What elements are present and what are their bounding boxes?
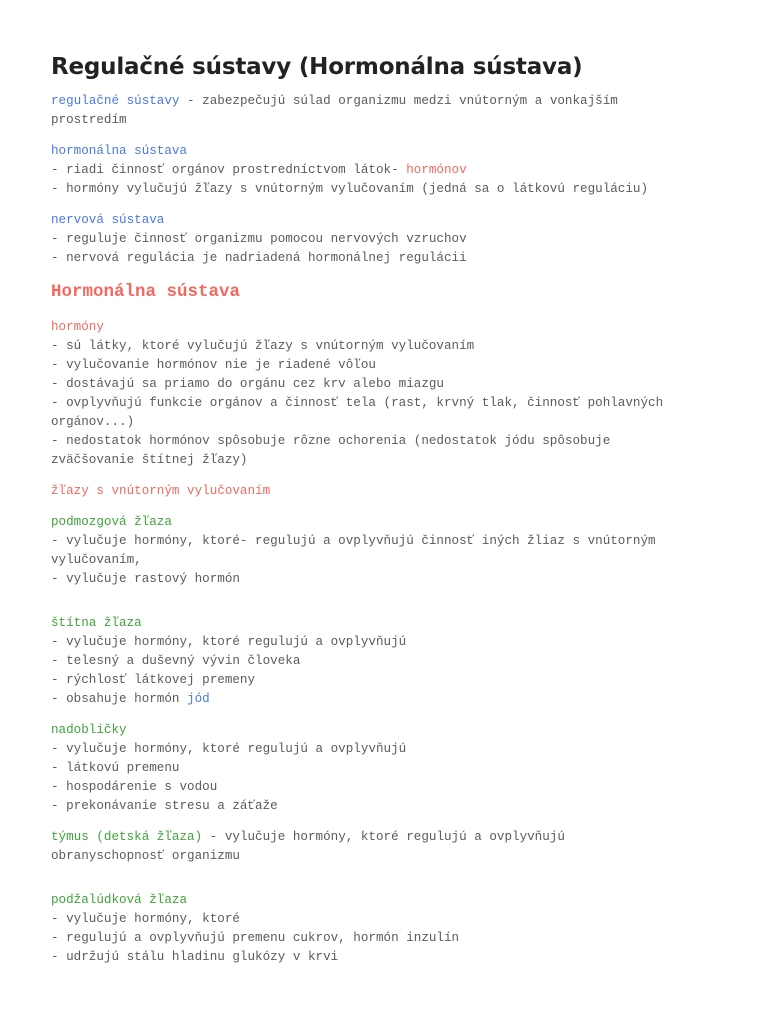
nervova-block	[51, 211, 731, 268]
nadoblicky-line: - hospodárenie s vodou	[51, 780, 218, 794]
tymus-line-1	[51, 828, 731, 847]
podzaludkova-line: - regulujú a ovplyvňujú premenu cukrov, hormón inzulín	[51, 931, 460, 945]
hormony-line: - nedostatok hormónov spôsobuje rôzne ochorenia (nedostatok jódu spôsobuje	[51, 434, 611, 448]
stitna-line: - vylučuje hormóny, ktoré regulujú a ovplyvňujú	[51, 635, 407, 649]
tymus-rest-1: - vylučuje hormóny, ktoré regulujú a ovplyvňujú	[202, 830, 565, 844]
page-title: Regulačné sústavy (Hormonálna sústava)	[51, 54, 583, 80]
hormonalna-line-1	[51, 161, 731, 180]
hormony-line: zväčšovanie štítnej žľazy)	[51, 453, 248, 467]
zlazy-heading: žľazy s vnútorným vylučovaním	[51, 484, 271, 498]
stitna-block	[51, 614, 731, 709]
nadoblicky-heading: nadobličky	[51, 723, 127, 737]
tymus-heading: týmus (detská žľaza)	[51, 830, 203, 844]
intro-rest-1: zabezpečujú súlad organizmu medzi vnútorným a vonkajším	[202, 94, 618, 108]
hormony-line: - sú látky, ktoré vylučujú žľazy s vnútorným vylučovaním	[51, 339, 475, 353]
section-title: Hormonálna sústava	[51, 282, 241, 302]
hormony-line: orgánov...)	[51, 415, 135, 429]
podzaludkova-heading: podžalúdková žľaza	[51, 893, 188, 907]
nervova-line-2: - nervová regulácia je nadriadená hormonálnej regulácii	[51, 251, 467, 265]
intro-rest-2: prostredím	[51, 113, 127, 127]
zlazy-block	[51, 482, 731, 501]
podmozgova-line: - vylučuje rastový hormón	[51, 572, 240, 586]
podmozgova-line: vylučovaním,	[51, 553, 142, 567]
stitna-highlight: jód	[187, 692, 210, 706]
nadoblicky-line: - látkovú premenu	[51, 761, 180, 775]
podzaludkova-line: - udržujú stálu hladinu glukózy v krvi	[51, 950, 339, 964]
stitna-line: - telesný a duševný vývin človeka	[51, 654, 301, 668]
tymus-rest-2: obranyschopnosť organizmu	[51, 849, 240, 863]
hormony-heading: hormóny	[51, 320, 104, 334]
document-page	[51, 50, 731, 979]
hormony-line: - dostávajú sa priamo do orgánu cez krv alebo miazgu	[51, 377, 444, 391]
podmozgova-line: - vylučuje hormóny, ktoré- regulujú a ovplyvňujú činnosť iných žliaz s vnútorným	[51, 534, 656, 548]
hormony-line: - ovplyvňujú funkcie orgánov a činnosť tela (rast, krvný tlak, činnosť pohlavných	[51, 396, 664, 410]
nervova-line-1: - reguluje činnosť organizmu pomocou nervových vzruchov	[51, 232, 467, 246]
hormonalna-heading: hormonálna sústava	[51, 144, 188, 158]
hormonalna-block	[51, 142, 731, 199]
nervova-heading: nervová sústava	[51, 213, 165, 227]
podzaludkova-block	[51, 891, 731, 967]
nadoblicky-line: - vylučuje hormóny, ktoré regulujú a ovplyvňujú	[51, 742, 407, 756]
hormony-block	[51, 318, 731, 470]
intro-block	[51, 92, 731, 130]
podzaludkova-line: - vylučuje hormóny, ktoré	[51, 912, 240, 926]
stitna-last-line	[51, 690, 731, 709]
podmozgova-heading: podmozgová žľaza	[51, 515, 172, 529]
hormonalna-highlight: hormónov	[406, 163, 467, 177]
hormony-line: - vylučovanie hormónov nie je riadené vôľou	[51, 358, 376, 372]
hormonalna-line-2: - hormóny vylučujú žľazy s vnútorným vylučovaním (jedná sa o látkovú reguláciu)	[51, 182, 649, 196]
nadoblicky-block	[51, 721, 731, 816]
intro-line-1	[51, 92, 731, 111]
nadoblicky-line: - prekonávanie stresu a záťaže	[51, 799, 278, 813]
hormonalna-line-1-prefix: - riadi činnosť orgánov prostredníctvom látok-	[51, 163, 407, 177]
stitna-last-prefix: - obsahuje hormón	[51, 692, 188, 706]
intro-sep: -	[179, 94, 203, 108]
podmozgova-block	[51, 513, 731, 589]
tymus-block	[51, 828, 731, 866]
stitna-line: - rýchlosť látkovej premeny	[51, 673, 256, 687]
intro-term: regulačné sústavy	[51, 94, 180, 108]
stitna-heading: štítna žľaza	[51, 616, 142, 630]
